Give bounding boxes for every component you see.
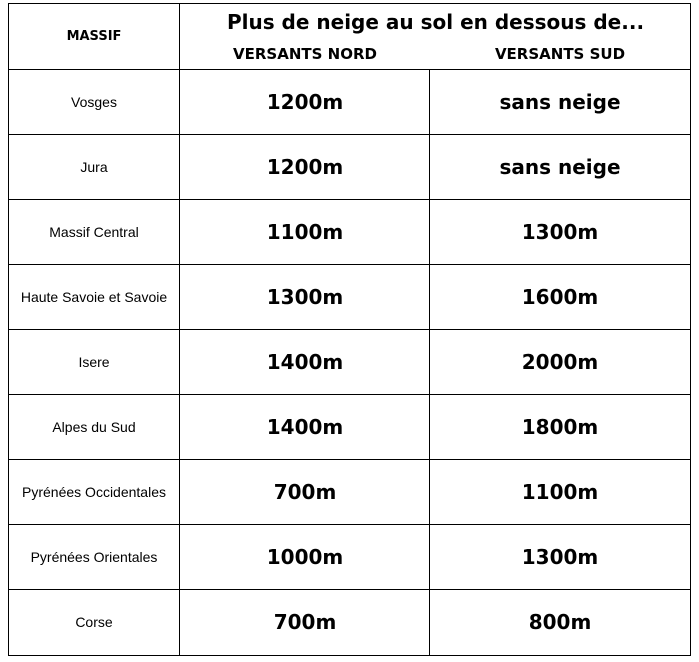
table-border-bottom xyxy=(8,655,691,656)
table-border-left xyxy=(8,3,9,656)
row-massif-name: Vosges xyxy=(71,94,117,110)
row-divider xyxy=(8,524,691,525)
row-sud-value: sans neige xyxy=(499,90,621,114)
col-divider-nord-sud xyxy=(429,69,430,656)
row-nord-value: 1000m xyxy=(266,545,344,569)
table-border-right xyxy=(690,3,691,656)
row-massif-name: Pyrénées Occidentales xyxy=(22,484,166,500)
row-massif-name: Isere xyxy=(78,354,110,370)
row-nord-value: 1400m xyxy=(266,350,344,374)
row-nord-value: 1400m xyxy=(266,415,344,439)
row-nord-value: 1200m xyxy=(266,155,344,179)
table-border-top xyxy=(8,3,691,4)
row-massif-name: Massif Central xyxy=(49,224,139,240)
row-sud-value: 1300m xyxy=(521,220,599,244)
row-sud-value: sans neige xyxy=(499,155,621,179)
row-nord-value: 1300m xyxy=(266,285,344,309)
row-divider xyxy=(8,329,691,330)
row-massif-name: Corse xyxy=(75,614,113,630)
row-massif-name: Pyrénées Orientales xyxy=(30,549,158,565)
row-divider xyxy=(8,134,691,135)
row-divider xyxy=(8,394,691,395)
col-divider-massif xyxy=(179,3,180,656)
row-massif-name: Alpes du Sud xyxy=(52,419,136,435)
row-divider xyxy=(8,199,691,200)
row-sud-value: 1100m xyxy=(521,480,599,504)
row-nord-value: 700m xyxy=(273,610,337,634)
row-sud-value: 1600m xyxy=(521,285,599,309)
massif-header: MASSIF xyxy=(66,28,122,44)
row-nord-value: 700m xyxy=(273,480,337,504)
row-sud-value: 2000m xyxy=(521,350,599,374)
row-nord-value: 1200m xyxy=(266,90,344,114)
row-divider xyxy=(8,264,691,265)
row-divider xyxy=(8,69,691,70)
header-versants-sud: VERSANTS SUD xyxy=(494,45,626,63)
row-divider xyxy=(8,459,691,460)
main-header: Plus de neige au sol en dessous de... xyxy=(226,10,645,34)
row-massif-name: Jura xyxy=(80,159,108,175)
row-sud-value: 1300m xyxy=(521,545,599,569)
row-sud-value: 1800m xyxy=(521,415,599,439)
header-versants-nord: VERSANTS NORD xyxy=(233,45,377,63)
row-sud-value: 800m xyxy=(528,610,592,634)
row-massif-name: Haute Savoie et Savoie xyxy=(20,289,168,305)
row-divider xyxy=(8,589,691,590)
row-nord-value: 1100m xyxy=(266,220,344,244)
